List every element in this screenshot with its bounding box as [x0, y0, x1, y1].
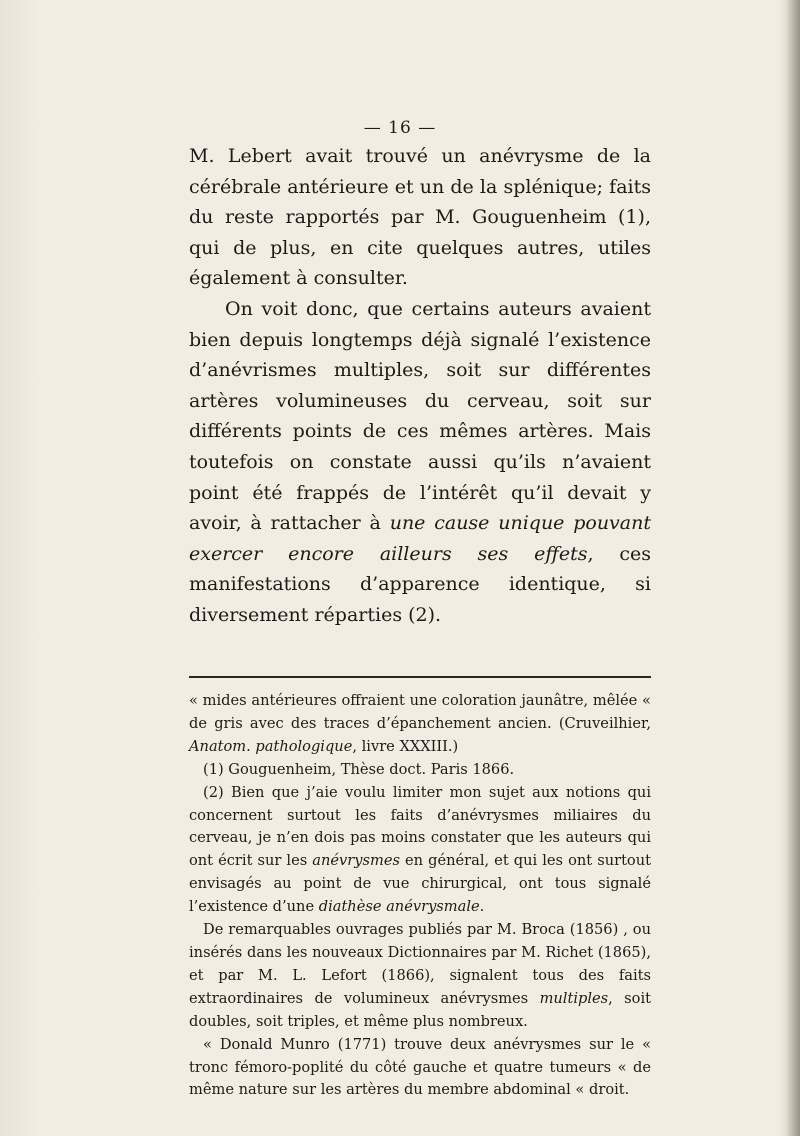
- paragraph-auteurs-text-b: , ces manifestations d’apparence identique, si diversement réparties (2).: [189, 542, 651, 626]
- paragraph-lebert: [189, 141, 651, 294]
- footnote-2-text-c: .: [479, 898, 485, 916]
- paragraph-auteurs-emphasis: une cause unique pouvant exercer encore ailleurs ses effets: [189, 512, 651, 565]
- footnote-continuation-emphasis: Anatom. pathologique: [189, 737, 353, 755]
- footnote-2-broca-text-a: De remarquables ouvrages publiés par M. Broca (1856) , ou insérés dans les nouveaux Dictionnaires par M. Richet (1865), et par M. L. Lefort (1866), signalent tous des faits extraordinaires de volumineux anévrysmes: [189, 921, 651, 1007]
- footnote-continuation-text-a: « mides antérieures offraient une coloration jaunâtre, mêlée « de gris avec des traces d’épanchement ancien. (Cruveilhier,: [189, 692, 651, 732]
- footnote-2-broca-text-b: , soit doubles, soit triples, et même plus nombreux.: [189, 989, 651, 1030]
- main-text: [189, 141, 651, 631]
- paragraph-auteurs-text-a: On voit donc, que certains auteurs avaient bien depuis longtemps déjà signalé l’existence d’anévrismes multiples, soit sur différentes artères volumineuses du cerveau, soit sur différents points de ces mêmes artères. Mais toutefois on constate aussi qu’ils n’avaient point été frappés de l’intérêt qu’il devait y avoir, à rattacher à: [189, 297, 651, 535]
- footnote-2-emphasis-diathese: diathèse anévrysmale: [318, 898, 480, 916]
- footnote-continuation: [189, 690, 651, 759]
- footnote-2: [189, 782, 651, 919]
- paragraph-auteurs: [189, 294, 651, 631]
- footnote-2-broca: [189, 919, 651, 1034]
- paragraph-lebert-text: M. Lebert avait trouvé un anévrysme de la cérébrale antérieure et un de la splénique; faits du reste rapportés par M. Gouguenheim (1), qui de plus, en cite quelques autres, utiles également à consulter.: [189, 145, 651, 290]
- footnote-2-munro: [189, 1034, 651, 1103]
- footnote-2-text-a: (2) Bien que j’aie voulu limiter mon sujet aux notions qui concernent surtout les faits d’anévrysmes miliaires du cerveau, je n’en dois pas moins constater que les auteurs qui ont écrit sur les: [189, 783, 651, 870]
- footnotes: [189, 690, 651, 1102]
- footnote-continuation-text-b: , livre XXXIII.): [352, 737, 459, 755]
- page-number: — 16 —: [363, 118, 437, 138]
- page-edge-shadow: [786, 0, 800, 1136]
- footnote-1: [189, 759, 651, 782]
- footnote-2-text-b: en général, et qui les ont surtout envisagés au point de vue chirurgical, ont tous signalé l’existence d’une: [189, 852, 651, 916]
- footnote-2-munro-text: « Donald Munro (1771) trouve deux anévrysmes sur le « tronc fémoro-poplité du côté gauche et quatre tumeurs « de même nature sur les artères du membre abdominal « droit.: [189, 1035, 651, 1099]
- footnote-1-text: (1) Gouguenheim, Thèse doct. Paris 1866.: [203, 760, 515, 778]
- footnote-2-broca-emphasis: multiples: [539, 989, 609, 1007]
- footnote-separator: [189, 676, 651, 678]
- footnote-2-emphasis-anevrysmes: anévrysmes: [312, 852, 400, 870]
